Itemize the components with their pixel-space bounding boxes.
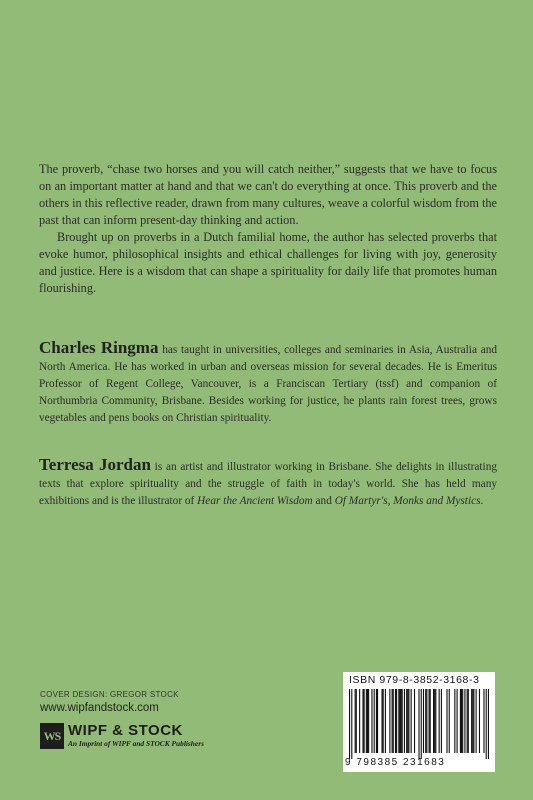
barcode-bar	[429, 689, 430, 753]
barcode-bar	[473, 689, 474, 753]
barcode-bar	[362, 689, 363, 753]
author-bio-text: has taught in universities, colleges and seminaries in Asia, Australia and North America. He has worked in urban and overseas mission for several decades. He is Emeritus Professor of Regent College, Vancouver, is a Franciscan Tertiary (tssf) and companion of Northumbria Community, Brisbane. Besides working for justice, he plants rain forest trees, grows vegetables and pens books on Christian spirituality.	[39, 344, 498, 424]
barcode-bar	[356, 689, 357, 753]
barcode-bar	[461, 689, 462, 753]
barcode-bar	[457, 689, 458, 753]
isbn-number: ISBN 979-8-3852-3168-3	[349, 674, 480, 686]
barcode-bar	[471, 689, 472, 753]
barcode-bar	[395, 689, 396, 753]
blurb-paragraph-2: Brought up on proverbs in a Dutch familial home, the author has selected proverbs that evoke humor, philosophical insights and ethical challenges for living with joy, generosity and justice. Here is a wisdom that can shape a spirituality for daily life that promotes human flourishing.	[39, 230, 497, 295]
barcode-bar	[449, 689, 450, 753]
cover-design-credit: COVER DESIGN: GREGOR STOCK	[40, 690, 179, 699]
barcode-bar	[385, 689, 386, 753]
barcode-bar	[462, 689, 463, 753]
barcode-bar	[421, 689, 422, 759]
barcode-bar	[359, 689, 360, 753]
barcode-bar	[441, 689, 442, 753]
barcode-bar	[406, 689, 407, 753]
barcode-bar	[446, 689, 447, 753]
barcode-bar	[467, 689, 468, 753]
barcode-bar	[383, 689, 384, 753]
barcode-bar	[434, 689, 435, 753]
barcode-bar	[488, 689, 489, 759]
barcode-bar	[464, 689, 465, 753]
isbn-barcode	[343, 672, 495, 772]
barcode-bar	[418, 689, 419, 759]
barcode-bar	[396, 689, 397, 753]
barcode-bar	[349, 689, 350, 759]
author-name: Charles Ringma	[39, 338, 159, 357]
barcode-bar	[392, 689, 393, 753]
barcode-bar	[472, 689, 473, 753]
barcode-bar	[439, 689, 440, 753]
barcode-bar	[355, 689, 356, 753]
illustrator-bio	[39, 456, 497, 510]
barcode-bar	[398, 689, 399, 753]
barcode-bar	[364, 689, 365, 753]
publisher-imprint: An Imprint of WIPF and STOCK Publishers	[68, 739, 204, 748]
barcode-bar	[399, 689, 400, 753]
barcode-bar	[426, 689, 427, 753]
publisher-logo-icon: WS	[40, 723, 64, 749]
barcode-bar	[371, 689, 372, 753]
barcode-bar	[408, 689, 409, 753]
barcode-digits: 9 798385 231683	[345, 757, 446, 768]
barcode-bar	[374, 689, 375, 753]
barcode-bar	[423, 689, 424, 753]
book-title-2: Of Martyr's, Monks and Mystics	[334, 495, 481, 507]
barcode-bar	[393, 689, 394, 753]
barcode-bar	[401, 689, 402, 753]
book-title-1: Hear the Ancient Wisdom	[197, 495, 313, 507]
barcode-bar	[368, 689, 369, 753]
barcode-bar	[351, 689, 352, 759]
illustrator-name: Terresa Jordan	[39, 455, 151, 474]
publisher-name: WIPF & STOCK	[68, 722, 183, 739]
barcode-bar	[407, 689, 408, 753]
barcode-bar	[402, 689, 403, 753]
barcode-bar	[435, 689, 436, 753]
illustrator-bio-text: is an artist and illustrator working in Brisbane. She delights in illustrating texts that explore spirituality and the struggle of faith in today's world. She has held many exhibitions and is the illustrator of	[39, 461, 497, 507]
barcode-bar	[411, 689, 412, 753]
barcode-bar	[430, 689, 431, 753]
barcode-bar	[433, 689, 434, 753]
barcode-bar	[414, 689, 415, 753]
blurb-paragraph-1: The proverb, “chase two horses and you will catch neither,” suggests that we have to focus on an important matter at hand and that we can't do everything at once. This proverb and the others in this reflective reader, drawn from many cultures, weave a colorful wisdom from the past that can inform present-day thinking and action.	[39, 162, 497, 227]
barcode-bar	[404, 689, 405, 753]
barcode-bar	[377, 689, 378, 753]
barcode-bar	[486, 689, 487, 759]
barcode-bar	[366, 689, 367, 753]
barcode-bar	[389, 689, 390, 753]
barcode-bar	[468, 689, 469, 753]
bio-end: .	[480, 495, 484, 507]
back-cover-blurb	[39, 161, 497, 297]
author-bio	[39, 339, 497, 427]
barcode-bar	[476, 689, 477, 753]
barcode-bar	[381, 689, 382, 753]
barcode-bar	[425, 689, 426, 753]
bio-conjunction: and	[312, 495, 335, 507]
barcode-bar	[367, 689, 368, 753]
barcode-bars	[349, 689, 489, 759]
barcode-bar	[454, 689, 455, 753]
barcode-bar	[376, 689, 377, 753]
publisher-website[interactable]: www.wipfandstock.com	[40, 702, 159, 714]
barcode-bar	[479, 689, 480, 753]
barcode-bar	[483, 689, 484, 753]
barcode-bar	[460, 689, 461, 753]
